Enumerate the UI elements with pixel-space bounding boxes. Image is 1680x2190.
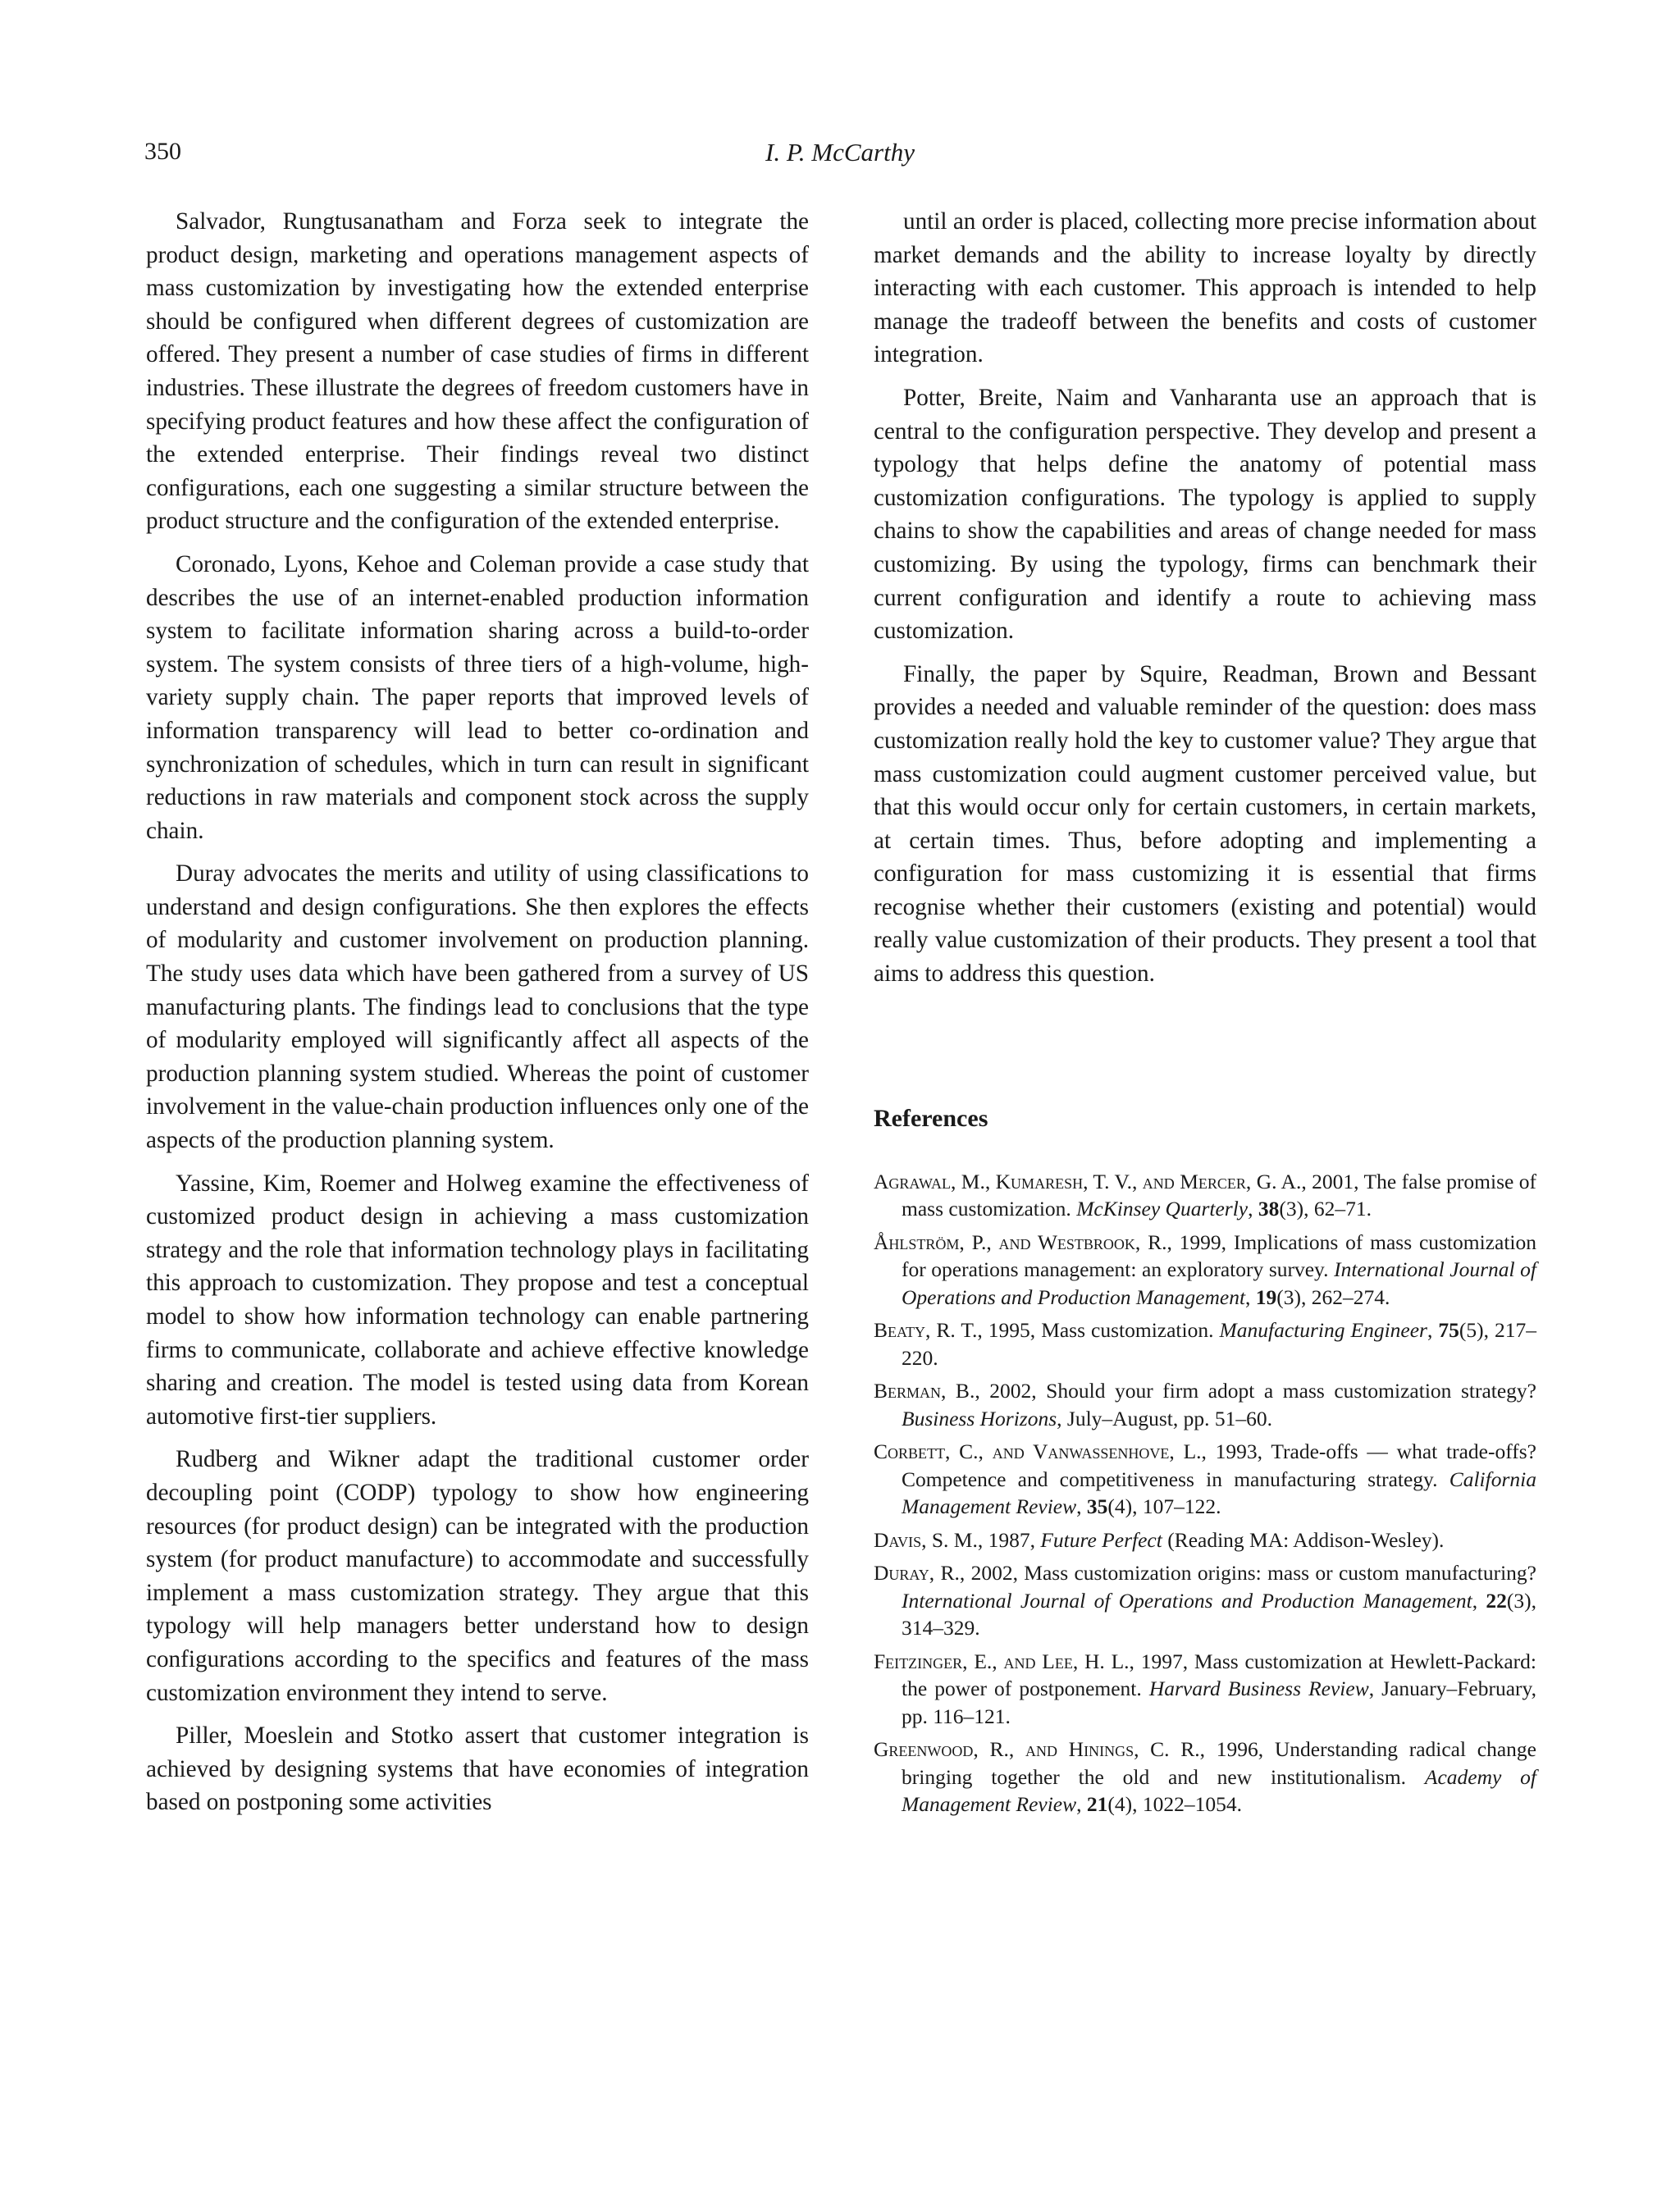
reference-text: (4), 1022–1054. [1107,1792,1242,1817]
reference-item [874,1316,1536,1371]
reference-journal: Academy of Management Review [902,1764,1536,1817]
reference-authors: Duray, R. [874,1561,960,1585]
reference-text: , 1993, Trade-offs — what trade-offs? Competence and competitiveness in manufacturing strategy. [902,1439,1536,1491]
references-heading: References [874,1104,988,1132]
paragraph: Salvador, Rungtusanatham and Forza seek to integrate the product design, marketing and operations management aspects of mass customization by investigating how the extended enterprise should be configured when different degrees of customization are offered. They present a number of case studies of firms in different industries. These illustrate the degrees of freedom customers have in specifying product features and how these affect the configuration of the extended enterprise. Their findings reveal two distinct configurations, each one suggesting a similar structure between the product structure and the configuration of the extended enterprise. [146,208,809,535]
reference-journal: Manufacturing Engineer [1219,1318,1427,1343]
reference-text: , 2002, Mass customization origins: mass or custom manufacturing? [959,1561,1536,1585]
reference-authors: Beaty, R. T. [874,1318,978,1343]
reference-journal: Future Perfect [1040,1527,1162,1552]
reference-item [874,1168,1536,1223]
reference-text: (5), 217–220. [902,1318,1537,1370]
running-head: I. P. McCarthy [765,138,915,167]
right-column [874,205,1536,1824]
reference-journal: International Journal of Operations and Production Management [902,1257,1536,1309]
reference-volume: 22 [1486,1588,1507,1613]
reference-text: , [1076,1494,1087,1519]
reference-text: , [1076,1792,1087,1817]
reference-volume: 35 [1086,1494,1108,1519]
reference-list [874,1168,1536,1818]
reference-text: , 1995, Mass customization. [977,1318,1220,1343]
reference-text: , 1997, Mass customization at Hewlett-Packard: the power of postponement. [902,1649,1536,1701]
reference-text: (3), 62–71. [1279,1197,1372,1221]
paragraph: Rudberg and Wikner adapt the traditional customer order decoupling point (CODP) typology to show how engineering resources (for product design) can be integrated with the production system (for product manufacture) to accommodate and successfully implement a mass customization strategy. They argue that this typology will help managers better understand how to design configurations according to the specifics and features of the mass customization environment they intend to serve. [146,1446,809,1706]
reference-text: , 2001, The false promise of mass customization. [902,1169,1537,1221]
reference-item [874,1526,1536,1554]
reference-item [874,1559,1536,1642]
paragraph: Yassine, Kim, Roemer and Holweg examine the effectiveness of customized product design in achieving a mass customization strategy and the role that information technology plays in facilitating this approach to customization. They propose and test a conceptual model to show how information technology can enable partnering firms to communicate, collaborate and achieve effective knowledge sharing and creation. The model is tested using data from Korean automotive first-tier suppliers. [146,1170,809,1430]
reference-text: , [1472,1588,1486,1613]
reference-text: (4), 107–122. [1107,1494,1221,1519]
reference-item [874,1736,1536,1818]
reference-text: , 1999, Implications of mass customization for operations management: an exploratory survey. [902,1230,1536,1282]
reference-item [874,1648,1536,1731]
left-column [146,205,809,1819]
reference-authors: Feitzinger, E., and Lee, H. L. [874,1649,1130,1673]
reference-journal: California Management Review [902,1467,1536,1519]
reference-text: , 1996, Understanding radical change bringing together the old and new institutionalism. [902,1737,1536,1789]
paragraph: Potter, Breite, Naim and Vanharanta use an approach that is central to the configuration perspective. They develop and present a typology that helps define the anatomy of potential mass customization configurations. The typology is applied to supply chains to show the capabilities and areas of change needed for mass customizing. By using the typology, firms can benchmark their current configuration and identify a route to achieving mass customization. [874,384,1536,645]
reference-authors: Berman, B. [874,1379,975,1403]
page-number: 350 [144,138,181,165]
reference-item [874,1377,1536,1432]
reference-volume: 38 [1258,1197,1280,1221]
paragraph: until an order is placed, collecting more precise information about market demands and the ability to increase loyalty by directly interacting with each customer. This approach is intended to help manage the tradeoff between the benefits and costs of customer integration. [874,208,1536,368]
reference-volume: 21 [1086,1792,1108,1817]
reference-volume: 75 [1438,1318,1459,1343]
reference-journal: Business Horizons [902,1406,1057,1430]
reference-authors: Åhlström, P., and Westbrook, R. [874,1230,1167,1254]
reference-text: , January–February, pp. 116–121. [902,1677,1536,1728]
reference-text: (3), 314–329. [902,1588,1537,1640]
paragraph: Duray advocates the merits and utility of using classifications to understand and design configurations. She then explores the effects of modularity and customer involvement on production planning. The study uses data which have been gathered from a survey of US manufacturing plants. The findings lead to conclusions that the type of modularity employed will significantly affect all aspects of the production planning system studied. Whereas the point of customer involvement in the value-chain production influences only one of the aspects of the production planning system. [146,860,809,1154]
reference-journal: International Journal of Operations and Production Management [902,1588,1472,1613]
reference-authors: Agrawal, M., Kumaresh, T. V., and Mercer, G. A. [874,1169,1302,1193]
reference-text: , 2002, Should your firm adopt a mass customization strategy? [975,1379,1536,1403]
paragraph: Piller, Moeslein and Stotko assert that customer integration is achieved by designing systems that have economies of integration based on postponing some activities [146,1722,809,1816]
reference-journal: Harvard Business Review [1148,1677,1369,1701]
reference-text: (Reading MA: Addison-Wesley). [1162,1527,1445,1552]
reference-text: , [1245,1284,1256,1309]
reference-volume: 19 [1255,1284,1277,1309]
reference-item [874,1229,1536,1312]
reference-text: , 1987, [977,1527,1041,1552]
reference-item [874,1438,1536,1521]
reference-text: , July–August, pp. 51–60. [1057,1406,1272,1430]
paragraph: Finally, the paper by Squire, Readman, Brown and Bessant provides a needed and valuable reminder of the question: does mass customization really hold the key to customer value? They argue that mass customization could augment customer perceived value, but that this would occur only for certain customers, in certain markets, at certain times. Thus, before adopting and implementing a configuration for mass customizing it is essential that firms recognise whether their customers (existing and potential) would really value customization of their products. They present a tool that aims to address this question. [874,660,1536,988]
reference-text: , [1248,1197,1258,1221]
paragraph: Coronado, Lyons, Kehoe and Coleman provide a case study that describes the use of an internet-enabled production information system to facilitate information sharing across a build-to-order system. The system consists of three tiers of a high-volume, high-variety supply chain. The paper reports that improved levels of information transparency will lead to better co-ordination and synchronization of schedules, which in turn can result in significant reductions in raw materials and component stock across the supply chain. [146,550,809,844]
reference-text: , [1427,1318,1439,1343]
reference-text: (3), 262–274. [1276,1284,1390,1309]
reference-journal: McKinsey Quarterly [1076,1197,1249,1221]
reference-authors: Davis, S. M. [874,1527,978,1552]
reference-authors: Corbett, C., and Vanwassenhove, L. [874,1439,1202,1464]
reference-authors: Greenwood, R., and Hinings, C. R. [874,1737,1200,1762]
